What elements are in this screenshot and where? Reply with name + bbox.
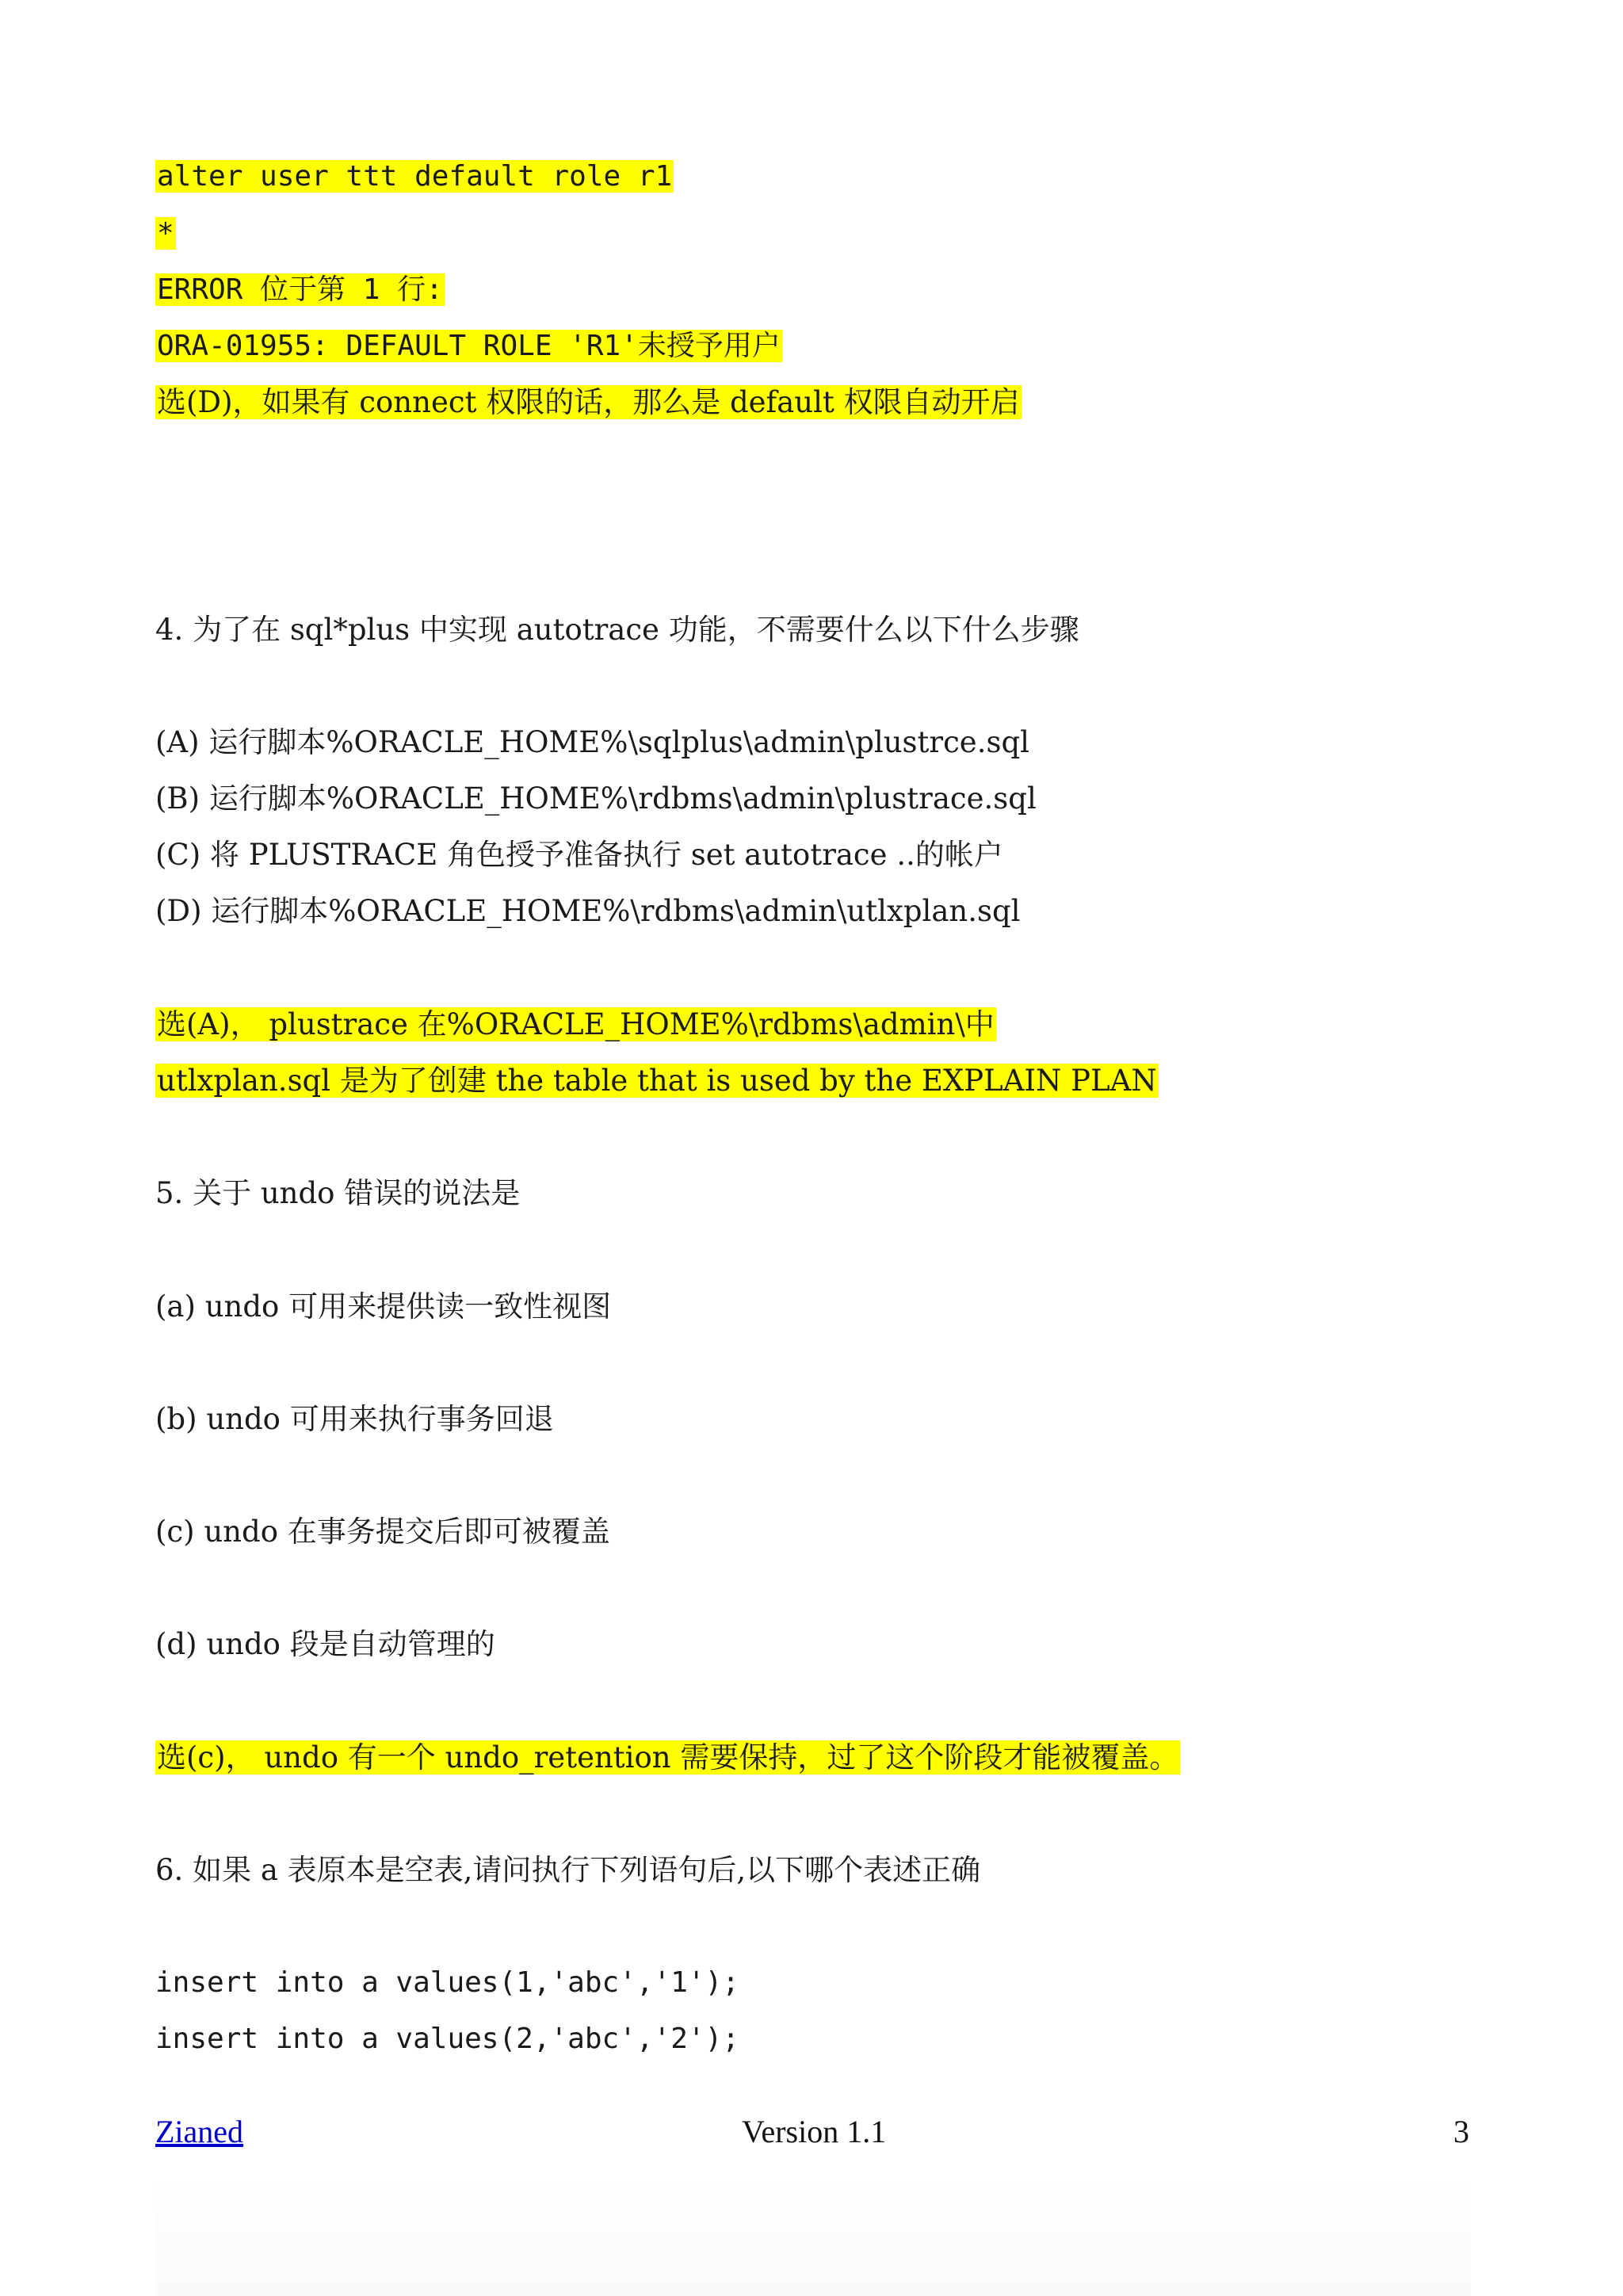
code-line xyxy=(155,157,674,197)
option-d: (d) undo 段是自动管理的 xyxy=(155,1627,495,1661)
option-a: (A) 运行脚本%ORACLE_HOME%\sqlplus\admin\plustrce.sql xyxy=(155,725,1029,759)
highlighted-text: ERROR 位于第 1 行: xyxy=(157,273,443,306)
code-line: insert into a values(1,'abc','1'); xyxy=(155,1966,739,1999)
highlighted-text: 选(c)， undo 有一个 undo_retention 需要保持，过了这个阶段才能被覆盖。 xyxy=(157,1740,1179,1775)
answer-line xyxy=(155,1061,1159,1101)
question-4: 4. 为了在 sql*plus 中实现 autotrace 功能，不需要什么以下什么步骤 xyxy=(155,613,1079,647)
code-line xyxy=(155,327,782,366)
footer-version: Version 1.1 xyxy=(742,2114,887,2149)
question-6: 6. 如果 a 表原本是空表,请问执行下列语句后,以下哪个表述正确 xyxy=(155,1853,981,1887)
option-b: (B) 运行脚本%ORACLE_HOME%\rdbms\admin\plustrace.sql xyxy=(155,781,1037,816)
option-c: (C) 将 PLUSTRACE 角色授予准备执行 set autotrace ..的帐户 xyxy=(155,838,1003,872)
option-a: (a) undo 可用来提供读一致性视图 xyxy=(155,1289,612,1324)
page-bottom-area xyxy=(155,2172,1471,2296)
option-c: (c) undo 在事务提交后即可被覆盖 xyxy=(155,1515,610,1549)
footer-author[interactable] xyxy=(155,2108,243,2156)
highlighted-text: * xyxy=(157,217,174,250)
highlighted-text: 选(A)， plustrace 在%ORACLE_HOME%\rdbms\admin\中 xyxy=(157,1007,995,1041)
highlighted-text: alter user ttt default role r1 xyxy=(157,160,673,193)
answer-line xyxy=(155,383,1022,422)
code-line: insert into a values(2,'abc','2'); xyxy=(155,2023,739,2055)
option-b: (b) undo 可用来执行事务回退 xyxy=(155,1402,554,1436)
option-d: (D) 运行脚本%ORACLE_HOME%\rdbms\admin\utlxplan.sql xyxy=(155,894,1021,928)
highlighted-text: ORA-01955: DEFAULT ROLE 'R1'未授予用户 xyxy=(157,330,781,362)
answer-line xyxy=(155,1005,996,1045)
answer-line xyxy=(155,1738,1180,1778)
highlighted-text: utlxplan.sql 是为了创建 the table that is used by the EXPLAIN PLAN xyxy=(157,1064,1157,1098)
page-number: 3 xyxy=(1453,2114,1469,2149)
highlighted-text: 选(D)，如果有 connect 权限的话，那么是 default 权限自动开启 xyxy=(157,385,1020,419)
author-link[interactable]: Zianed xyxy=(155,2114,244,2149)
code-line xyxy=(155,270,445,310)
code-line xyxy=(155,214,176,254)
question-5: 5. 关于 undo 错误的说法是 xyxy=(155,1176,521,1210)
